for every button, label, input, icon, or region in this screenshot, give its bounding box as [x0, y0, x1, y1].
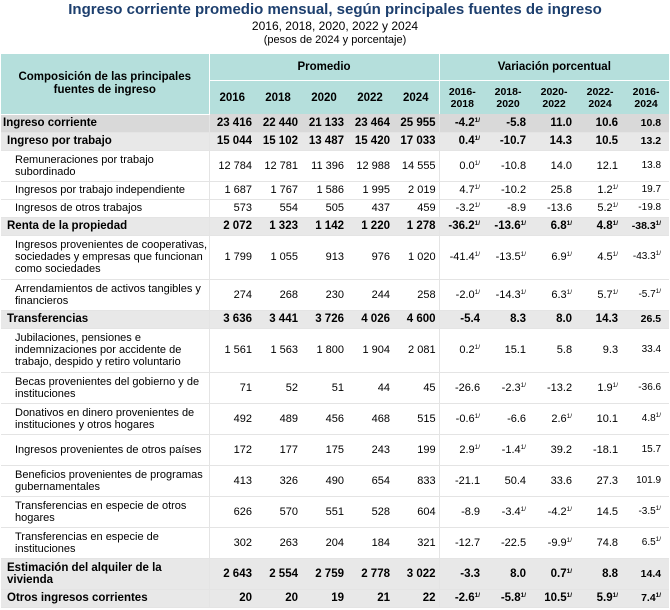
- average-value: 20: [209, 589, 255, 607]
- average-value: 2 643: [209, 558, 255, 589]
- average-value: 654: [347, 465, 393, 496]
- footnote-mark: 1/: [612, 381, 619, 389]
- percent-change: $-36.2^{1/}$: [439, 217, 485, 235]
- percent-change: $5.9^{1/}$: [577, 589, 623, 607]
- percent-change: 8.0: [485, 558, 531, 589]
- page-title: Ingreso corriente promedio mensual, según principales fuentes de ingreso: [68, 1, 602, 18]
- promedio-header: Promedio: [209, 54, 439, 81]
- percent-change: 33.4: [623, 328, 669, 372]
- table-row: [1, 496, 669, 527]
- units-note: (pesos de 2024 y porcentaje): [263, 34, 407, 46]
- footnote-mark: 1/: [520, 592, 527, 599]
- average-value: 515: [393, 403, 439, 434]
- percent-change: 19.7: [623, 181, 669, 199]
- variacion-header: Variación porcentual: [439, 54, 669, 81]
- footnote-mark: 1/: [566, 567, 573, 575]
- percent-change: -10.7: [485, 132, 531, 150]
- percent-change: $6.3^{1/}$: [531, 279, 577, 310]
- average-value: 4 600: [393, 310, 439, 328]
- percent-change: 14.3: [531, 132, 577, 150]
- average-value: 1 561: [209, 328, 255, 372]
- average-value: 976: [347, 235, 393, 279]
- percent-change: -13.2: [531, 372, 577, 403]
- percent-change: $0.0^{1/}$: [439, 150, 485, 181]
- average-value: 1 767: [255, 181, 301, 199]
- average-value: 3 726: [301, 310, 347, 328]
- percent-change: $4.5^{1/}$: [577, 235, 623, 279]
- row-label: Transferencias: [1, 310, 209, 328]
- table-row: [1, 235, 669, 279]
- footnote-mark: 1/: [474, 135, 481, 142]
- percent-change: -6.6: [485, 403, 531, 434]
- average-value: 258: [393, 279, 439, 310]
- average-value: 19: [301, 589, 347, 607]
- percent-change: 15.1: [485, 328, 531, 372]
- footnote-mark: 1/: [655, 411, 662, 419]
- year-header: 2022: [347, 81, 393, 115]
- year-header: 2020: [301, 81, 347, 115]
- footnote-mark: 1/: [474, 220, 481, 227]
- footnote-mark: 1/: [474, 184, 481, 191]
- footnote-mark: 1/: [655, 504, 662, 512]
- table-row: [1, 199, 669, 217]
- percent-change: $-1.4^{1/}$: [485, 434, 531, 465]
- percent-change: 39.2: [531, 434, 577, 465]
- average-value: 459: [393, 199, 439, 217]
- percent-change: -36.6: [623, 372, 669, 403]
- average-value: 3 636: [209, 310, 255, 328]
- percent-change: -8.9: [439, 496, 485, 527]
- table-row: [1, 310, 669, 328]
- row-label: Beneficios provenientes de programas gubernamentales: [1, 465, 209, 496]
- percent-change: 13.8: [623, 150, 669, 181]
- percent-change: $4.8^{1/}$: [623, 403, 669, 434]
- average-value: 528: [347, 496, 393, 527]
- percent-change: -8.9: [485, 199, 531, 217]
- percent-change: $5.2^{1/}$: [577, 199, 623, 217]
- average-value: 573: [209, 199, 255, 217]
- row-label: Ingresos provenientes de cooperativas, sociedades y empresas que funcionan como sociedades: [1, 235, 209, 279]
- percent-change: -5.4: [439, 310, 485, 328]
- average-value: 2 759: [301, 558, 347, 589]
- table-row: [1, 372, 669, 403]
- average-value: 230: [301, 279, 347, 310]
- footnote-mark: 1/: [474, 592, 481, 599]
- percent-change: -3.3: [439, 558, 485, 589]
- row-label: Ingresos provenientes de otros países: [1, 434, 209, 465]
- average-value: 12 784: [209, 150, 255, 181]
- percent-change: $-38.3^{1/}$: [623, 217, 669, 235]
- footnote-mark: 1/: [474, 251, 481, 258]
- percent-change: -21.1: [439, 465, 485, 496]
- average-value: 22 440: [255, 114, 301, 132]
- average-value: 1 800: [301, 328, 347, 372]
- average-value: 2 554: [255, 558, 301, 589]
- percent-change: $0.7^{1/}$: [531, 558, 577, 589]
- percent-change: $-4.2^{1/}$: [439, 114, 485, 132]
- percent-change: $5.7^{1/}$: [577, 279, 623, 310]
- percent-change: 10.5: [577, 132, 623, 150]
- footnote-mark: 1/: [520, 288, 527, 296]
- footnote-mark: 1/: [566, 288, 573, 296]
- percent-change: 26.5: [623, 310, 669, 328]
- percent-change: -13.6: [531, 199, 577, 217]
- percent-change: 13.2: [623, 132, 669, 150]
- footnote-mark: 1/: [612, 592, 619, 599]
- footnote-mark: 1/: [655, 592, 662, 599]
- average-value: 437: [347, 199, 393, 217]
- average-value: 570: [255, 496, 301, 527]
- average-value: 263: [255, 527, 301, 558]
- percent-change: $-13.6^{1/}$: [485, 217, 531, 235]
- average-value: 2 081: [393, 328, 439, 372]
- percent-change: -19.8: [623, 199, 669, 217]
- period-header: 2022- 2024: [577, 81, 623, 115]
- percent-change: $-9.9^{1/}$: [531, 527, 577, 558]
- average-value: 52: [255, 372, 301, 403]
- average-value: 468: [347, 403, 393, 434]
- average-value: 1 142: [301, 217, 347, 235]
- average-value: 244: [347, 279, 393, 310]
- percent-change: $6.9^{1/}$: [531, 235, 577, 279]
- footnote-mark: 1/: [655, 220, 662, 227]
- percent-change: 9.3: [577, 328, 623, 372]
- row-label: Becas provenientes del gobierno y de instituciones: [1, 372, 209, 403]
- percent-change: $2.9^{1/}$: [439, 434, 485, 465]
- period-header: 2016- 2024: [623, 81, 669, 115]
- average-value: 25 955: [393, 114, 439, 132]
- footnote-mark: 1/: [612, 220, 619, 227]
- footnote-mark: 1/: [520, 220, 527, 227]
- row-label: Transferencias en especie de otros hogares: [1, 496, 209, 527]
- percent-change: -10.2: [485, 181, 531, 199]
- row-label: Donativos en dinero provenientes de instituciones y otros hogares: [1, 403, 209, 434]
- percent-change: 14.5: [577, 496, 623, 527]
- table-row: [1, 114, 669, 132]
- table-row: [1, 150, 669, 181]
- percent-change: $7.4^{1/}$: [623, 589, 669, 607]
- average-value: 490: [301, 465, 347, 496]
- average-value: 45: [393, 372, 439, 403]
- percent-change: $-3.2^{1/}$: [439, 199, 485, 217]
- average-value: 51: [301, 372, 347, 403]
- table-row: [1, 217, 669, 235]
- period-header: 2018- 2020: [485, 81, 531, 115]
- average-value: 551: [301, 496, 347, 527]
- row-label: Jubilaciones, pensiones e indemnizaciones por accidente de trabajo, despido y retiro voluntario: [1, 328, 209, 372]
- percent-change: $-13.5^{1/}$: [485, 235, 531, 279]
- average-value: 604: [393, 496, 439, 527]
- average-value: 274: [209, 279, 255, 310]
- table-row: [1, 328, 669, 372]
- average-value: 1 563: [255, 328, 301, 372]
- average-value: 2 072: [209, 217, 255, 235]
- row-label: Ingreso por trabajo: [1, 132, 209, 150]
- average-value: 1 799: [209, 235, 255, 279]
- row-label: Arrendamientos de activos tangibles y financieros: [1, 279, 209, 310]
- average-value: 1 687: [209, 181, 255, 199]
- average-value: 199: [393, 434, 439, 465]
- percent-change: 10.6: [577, 114, 623, 132]
- average-value: 71: [209, 372, 255, 403]
- footnote-mark: 1/: [474, 116, 481, 124]
- average-value: 321: [393, 527, 439, 558]
- footnote-mark: 1/: [566, 536, 573, 544]
- percent-change: 27.3: [577, 465, 623, 496]
- percent-change: 33.6: [531, 465, 577, 496]
- average-value: 1 904: [347, 328, 393, 372]
- row-label: Ingreso corriente: [1, 114, 209, 132]
- year-header: 2024: [393, 81, 439, 115]
- average-value: 12 781: [255, 150, 301, 181]
- average-value: 1 278: [393, 217, 439, 235]
- percent-change: 14.4: [623, 558, 669, 589]
- percent-change: $-14.3^{1/}$: [485, 279, 531, 310]
- average-value: 1 020: [393, 235, 439, 279]
- average-value: 626: [209, 496, 255, 527]
- average-value: 23 416: [209, 114, 255, 132]
- footnote-mark: 1/: [520, 443, 527, 451]
- row-label: Estimación del alquiler de la vivienda: [1, 558, 209, 589]
- percent-change: $0.2^{1/}$: [439, 328, 485, 372]
- percent-change: -12.7: [439, 527, 485, 558]
- percent-change: 25.8: [531, 181, 577, 199]
- average-value: 1 220: [347, 217, 393, 235]
- period-header: 2016- 2018: [439, 81, 485, 115]
- average-value: 23 464: [347, 114, 393, 132]
- percent-change: 8.0: [531, 310, 577, 328]
- average-value: 184: [347, 527, 393, 558]
- footnote-mark: 1/: [566, 505, 573, 513]
- average-value: 11 396: [301, 150, 347, 181]
- footnote-mark: 1/: [612, 184, 619, 191]
- average-value: 2 019: [393, 181, 439, 199]
- percent-change: 5.8: [531, 328, 577, 372]
- percent-change: -26.6: [439, 372, 485, 403]
- percent-change: 10.8: [623, 114, 669, 132]
- footnote-mark: 1/: [612, 251, 619, 258]
- average-value: 913: [301, 235, 347, 279]
- row-label: Otros ingresos corrientes: [1, 589, 209, 607]
- percent-change: 14.0: [531, 150, 577, 181]
- percent-change: 50.4: [485, 465, 531, 496]
- page-subtitle: 2016, 2018, 2020, 2022 y 2024: [251, 19, 419, 33]
- percent-change: -10.8: [485, 150, 531, 181]
- footnote-mark: 1/: [520, 251, 527, 258]
- percent-change: $-3.5^{1/}$: [623, 496, 669, 527]
- percent-change: $-5.7^{1/}$: [623, 279, 669, 310]
- average-value: 175: [301, 434, 347, 465]
- percent-change: 12.1: [577, 150, 623, 181]
- average-value: 1 995: [347, 181, 393, 199]
- percent-change: $6.8^{1/}$: [531, 217, 577, 235]
- row-label: Remuneraciones por trabajo subordinado: [1, 150, 209, 181]
- footnote-mark: 1/: [474, 288, 481, 296]
- row-label: Transferencias en especie de instituciones: [1, 527, 209, 558]
- percent-change: $1.2^{1/}$: [577, 181, 623, 199]
- footnote-mark: 1/: [566, 412, 573, 420]
- footnote-mark: 1/: [655, 250, 662, 257]
- percent-change: 15.7: [623, 434, 669, 465]
- average-value: 20: [255, 589, 301, 607]
- average-value: 4 026: [347, 310, 393, 328]
- average-value: 44: [347, 372, 393, 403]
- average-value: 505: [301, 199, 347, 217]
- title-block: [0, 0, 670, 54]
- footnote-mark: 1/: [612, 202, 619, 209]
- table-row: [1, 434, 669, 465]
- table-row: [1, 181, 669, 199]
- footnote-mark: 1/: [566, 592, 573, 599]
- percent-change: $-2.0^{1/}$: [439, 279, 485, 310]
- percent-change: 101.9: [623, 465, 669, 496]
- average-value: 15 044: [209, 132, 255, 150]
- percent-change: 11.0: [531, 114, 577, 132]
- percent-change: $-2.6^{1/}$: [439, 589, 485, 607]
- percent-change: $-2.3^{1/}$: [485, 372, 531, 403]
- average-value: 13 487: [301, 132, 347, 150]
- percent-change: 10.1: [577, 403, 623, 434]
- table-row: [1, 558, 669, 589]
- percent-change: $-4.2^{1/}$: [531, 496, 577, 527]
- percent-change: $-43.3^{1/}$: [623, 235, 669, 279]
- percent-change: $1.9^{1/}$: [577, 372, 623, 403]
- average-value: 492: [209, 403, 255, 434]
- average-value: 22: [393, 589, 439, 607]
- average-value: 204: [301, 527, 347, 558]
- average-value: 15 102: [255, 132, 301, 150]
- footnote-mark: 1/: [612, 288, 619, 296]
- percent-change: $10.5^{1/}$: [531, 589, 577, 607]
- footnote-mark: 1/: [520, 505, 527, 513]
- table-row: [1, 527, 669, 558]
- average-value: 1 055: [255, 235, 301, 279]
- year-header: 2018: [255, 81, 301, 115]
- footnote-mark: 1/: [566, 220, 573, 227]
- percent-change: $-0.6^{1/}$: [439, 403, 485, 434]
- average-value: 456: [301, 403, 347, 434]
- percent-change: $4.8^{1/}$: [577, 217, 623, 235]
- average-value: 268: [255, 279, 301, 310]
- average-value: 554: [255, 199, 301, 217]
- average-value: 12 988: [347, 150, 393, 181]
- average-value: 15 420: [347, 132, 393, 150]
- percent-change: 74.8: [577, 527, 623, 558]
- period-header: 2020- 2022: [531, 81, 577, 115]
- average-value: 177: [255, 434, 301, 465]
- percent-change: -22.5: [485, 527, 531, 558]
- percent-change: 8.8: [577, 558, 623, 589]
- percent-change: $0.4^{1/}$: [439, 132, 485, 150]
- footnote-mark: 1/: [655, 535, 662, 543]
- average-value: 21: [347, 589, 393, 607]
- table-row: [1, 279, 669, 310]
- average-value: 302: [209, 527, 255, 558]
- footnote-mark: 1/: [474, 159, 481, 167]
- table-row: [1, 465, 669, 496]
- income-table: [1, 54, 669, 608]
- footnote-mark: 1/: [520, 381, 527, 389]
- average-value: 17 033: [393, 132, 439, 150]
- average-value: 489: [255, 403, 301, 434]
- table-row: [1, 403, 669, 434]
- average-value: 21 133: [301, 114, 347, 132]
- percent-change: $6.5^{1/}$: [623, 527, 669, 558]
- footnote-mark: 1/: [655, 287, 662, 295]
- average-value: 3 441: [255, 310, 301, 328]
- percent-change: -5.8: [485, 114, 531, 132]
- row-label: Ingresos de otros trabajos: [1, 199, 209, 217]
- row-label: Ingresos por trabajo independiente: [1, 181, 209, 199]
- percent-change: $-41.4^{1/}$: [439, 235, 485, 279]
- table-row: [1, 589, 669, 607]
- average-value: 243: [347, 434, 393, 465]
- year-header: 2016: [209, 81, 255, 115]
- average-value: 326: [255, 465, 301, 496]
- percent-change: 8.3: [485, 310, 531, 328]
- percent-change: $2.6^{1/}$: [531, 403, 577, 434]
- average-value: 14 555: [393, 150, 439, 181]
- footnote-mark: 1/: [474, 202, 481, 209]
- average-value: 172: [209, 434, 255, 465]
- footnote-mark: 1/: [474, 412, 481, 420]
- footnote-mark: 1/: [474, 344, 481, 351]
- percent-change: 14.3: [577, 310, 623, 328]
- percent-change: $-3.4^{1/}$: [485, 496, 531, 527]
- percent-change: $4.7^{1/}$: [439, 181, 485, 199]
- footnote-mark: 1/: [566, 251, 573, 258]
- average-value: 2 778: [347, 558, 393, 589]
- average-value: 833: [393, 465, 439, 496]
- average-value: 1 586: [301, 181, 347, 199]
- average-value: 3 022: [393, 558, 439, 589]
- percent-change: $-5.8^{1/}$: [485, 589, 531, 607]
- average-value: 413: [209, 465, 255, 496]
- table-row: [1, 132, 669, 150]
- percent-change: -18.1: [577, 434, 623, 465]
- average-value: 1 323: [255, 217, 301, 235]
- composition-header: Composición de las principales fuentes de ingreso: [1, 54, 209, 114]
- footnote-mark: 1/: [474, 443, 481, 451]
- row-label: Renta de la propiedad: [1, 217, 209, 235]
